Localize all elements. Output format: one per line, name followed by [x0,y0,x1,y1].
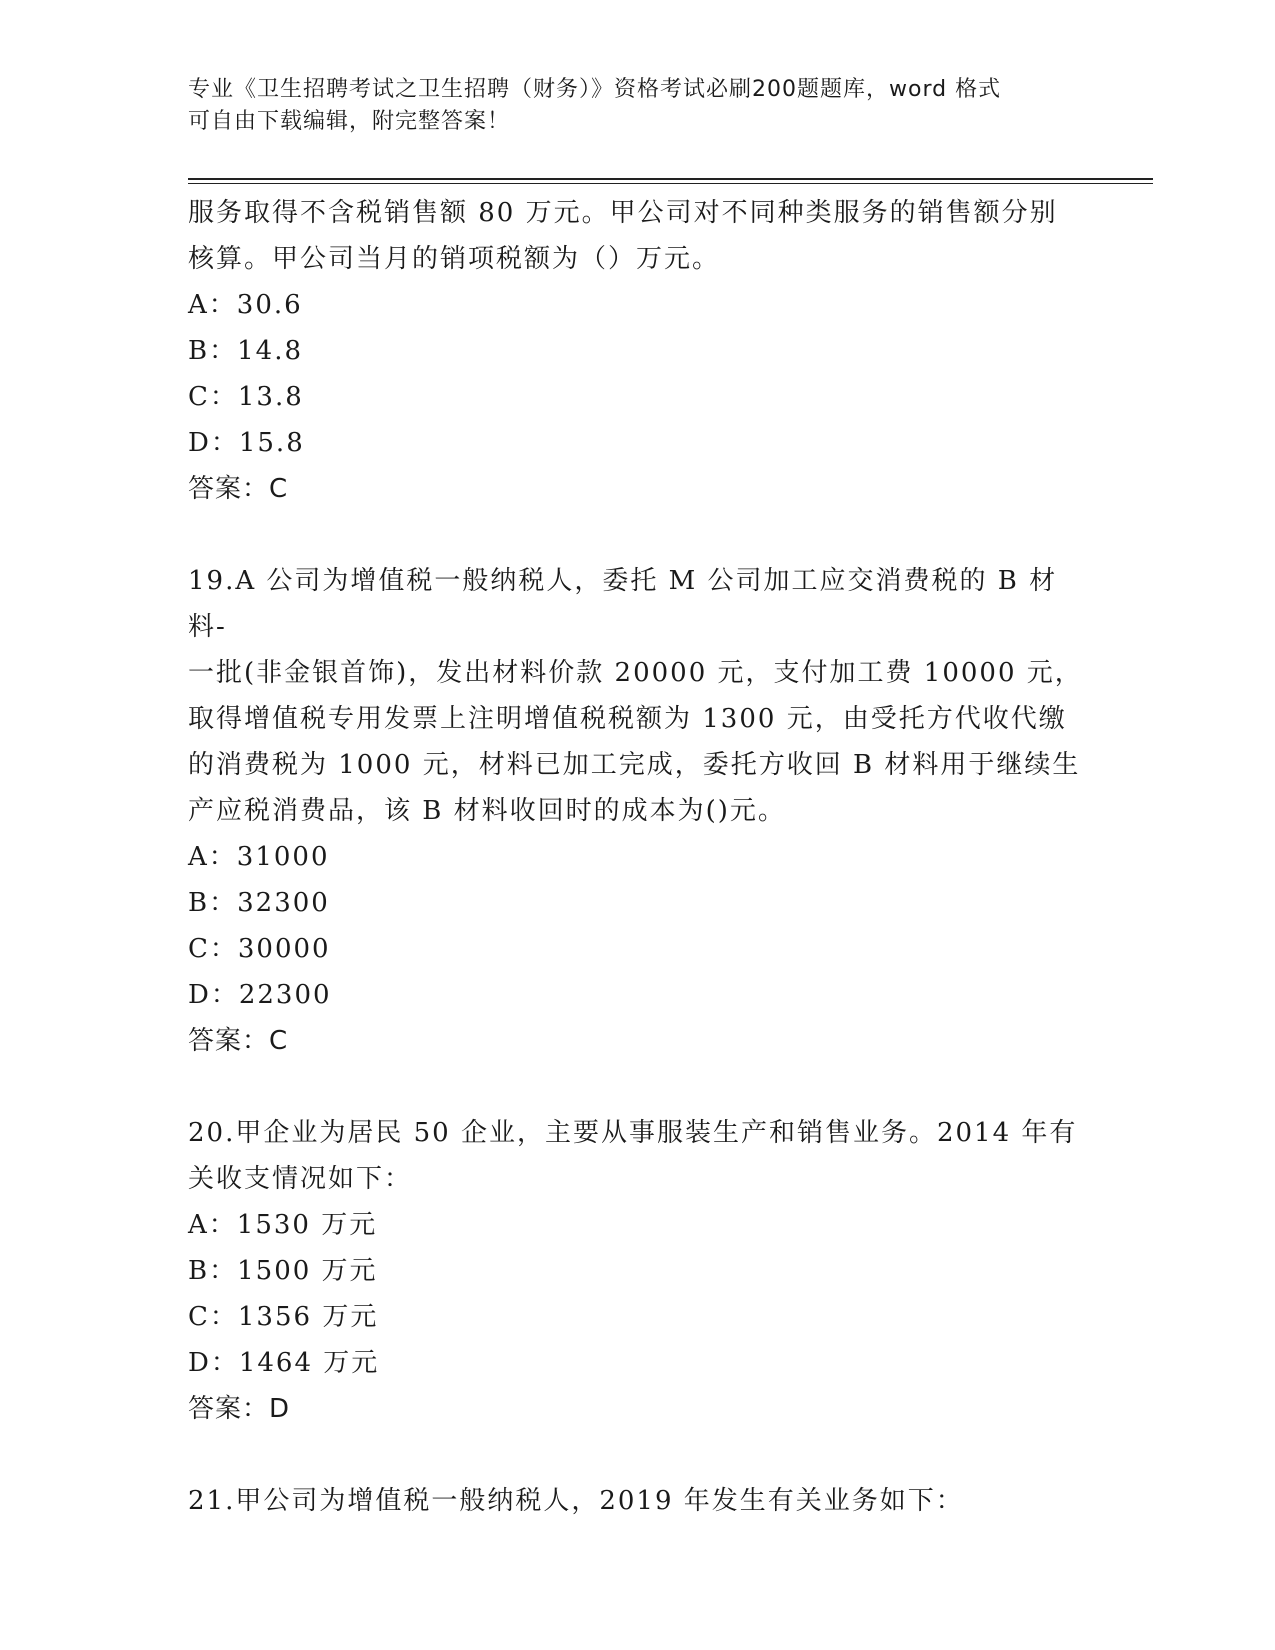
question-text-line: 核算。甲公司当月的销项税额为（）万元。 [188,244,721,274]
answer-line: 答案：C [188,1026,289,1056]
document-body [188,190,1088,1524]
question-text-line: 产应税消费品，该 B 材料收回时的成本为()元。 [188,796,786,826]
question-text-line: 取得增值税专用发票上注明增值税税额为 1300 元，由受托方代收代缴 [188,704,1067,734]
answer-line: 答案：D [188,1394,291,1424]
spacer [188,512,1088,558]
option-d: D：22300 [188,980,332,1010]
question-19 [188,558,1088,1064]
option-c: C：13.8 [188,382,304,412]
question-text-line: 的消费税为 1000 元，材料已加工完成，委托方收回 B 材料用于继续生 [188,750,1081,780]
answer-line: 答案：C [188,474,289,504]
option-b: B：1500 万元 [188,1256,378,1286]
option-a: A：31000 [188,842,330,872]
header-divider-thin [188,183,1153,184]
option-c: C：30000 [188,934,331,964]
question-text-line: 一批(非金银首饰)，发出材料价款 20000 元，支付加工费 10000 元， [188,658,1083,688]
option-b: B：14.8 [188,336,303,366]
question-text-line: 20.甲企业为居民 50 企业，主要从事服装生产和销售业务。2014 年有 [188,1118,1078,1148]
question-text-line: 关收支情况如下： [188,1164,413,1194]
header-line-1: 专业《卫生招聘考试之卫生招聘（财务）》资格考试必刷200题题库，word 格式 [188,77,1002,102]
spacer [188,1064,1088,1110]
document-header [188,74,1088,138]
question-18 [188,190,1088,512]
question-21 [188,1478,1088,1524]
option-a: A：1530 万元 [188,1210,378,1240]
question-text-line: 19.A 公司为增值税一般纳税人，委托 M 公司加工应交消费税的 B 材料- [188,566,1058,642]
header-line-2: 可自由下载编辑，附完整答案！ [188,109,511,134]
spacer [188,1432,1088,1478]
option-b: B：32300 [188,888,330,918]
question-20 [188,1110,1088,1432]
option-c: C：1356 万元 [188,1302,379,1332]
option-d: D：15.8 [188,428,305,458]
option-d: D：1464 万元 [188,1348,380,1378]
question-text-line: 21.甲公司为增值税一般纳税人，2019 年发生有关业务如下： [188,1486,964,1516]
question-text-line: 服务取得不含税销售额 80 万元。甲公司对不同种类服务的销售额分别 [188,198,1058,228]
header-divider-thick [188,178,1153,180]
option-a: A：30.6 [188,290,303,320]
